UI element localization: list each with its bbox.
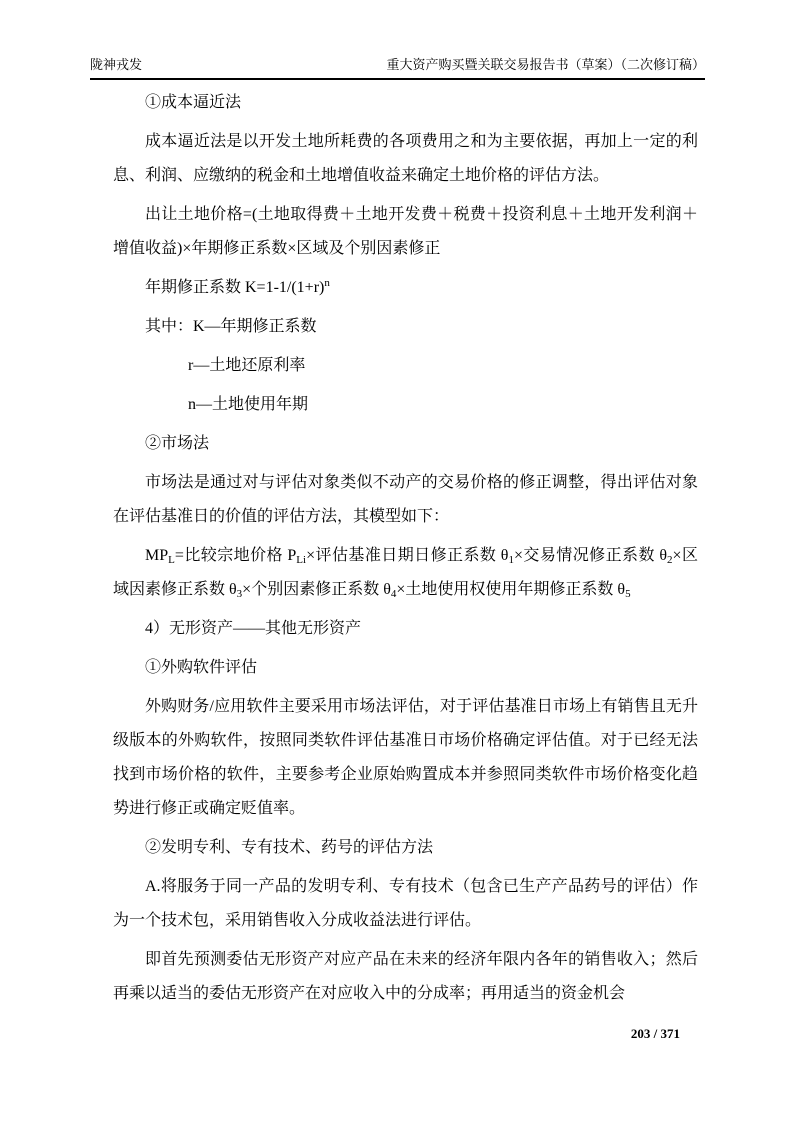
- page-header: [90, 56, 705, 80]
- para-market-method-desc: 市场法是通过对与评估对象类似不动产的交易价格的修正调整，得出评估对象在评估基准日的价值的评估方法，其模型如下：: [113, 474, 698, 525]
- document-body: [113, 86, 698, 1016]
- heading-patent-method: ②发明专利、专有技术、药号的评估方法: [145, 839, 434, 856]
- heading-cost-approach: ①成本逼近法: [145, 94, 242, 111]
- para-income-forecast: 即首先预测委估无形资产对应产品在未来的经济年限内各年的销售收入；然后再乘以适当的委估无形资产在对应收入中的分成率；再用适当的资金机会: [113, 951, 698, 1002]
- formula-land-price: 出让土地价格=(土地取得费＋土地开发费＋税费＋投资利息＋土地开发利润＋增值收益)×年期修正系数×区域及个别因素修正: [113, 206, 698, 257]
- formula-market-price: $MP_L=$比较宗地价格 $P_{Li}\times$评估基准日期日修正系数 $\theta_1\times$交易情况修正系数 $\theta_2\times$区域因素修正系数 $\theta_3\times$个别因素修正系数 $\theta_4\times$土地使用权使用年期修正系数 $\theta_5$: [113, 547, 698, 600]
- formula-term-correction: 年期修正系数 $K=1-1/(1+r)^n$: [145, 277, 330, 296]
- heading-purchased-software: ①外购软件评估: [145, 659, 258, 676]
- para-cost-approach-desc: 成本逼近法是以开发土地所耗费的各项费用之和为主要依据，再加上一定的利息、利润、应缴纳的税金和土地增值收益来确定土地价格的评估方法。: [113, 133, 698, 184]
- para-purchased-software-desc: 外购财务/应用软件主要采用市场法评估，对于评估基准日市场上有销售且无升级版本的外购软件，按照同类软件评估基准日市场价格确定评估值。对于已经无法找到市场价格的软件，主要参考企业原始购置成本并参照同类软件市场价格变化趋势进行修正或确定贬值率。: [113, 698, 698, 817]
- header-company-name: 陇神戎发: [90, 57, 143, 72]
- header-report-title: 重大资产购买暨关联交易报告书（草案）（二次修订稿）: [386, 57, 705, 72]
- para-patent-package: A.将服务于同一产品的发明专利、专有技术（包含已生产产品药号的评估）作为一个技术包，采用销售收入分成收益法进行评估。: [113, 878, 698, 929]
- heading-market-method: ②市场法: [145, 435, 210, 452]
- para-where-r: r—土地还原利率: [188, 357, 306, 374]
- heading-intangible-assets: 4）无形资产——其他无形资产: [145, 620, 362, 637]
- para-where-n: n—土地使用年期: [188, 396, 309, 413]
- page-number: 203 / 371: [630, 1026, 680, 1041]
- para-where-k: 其中：K—年期修正系数: [145, 318, 317, 335]
